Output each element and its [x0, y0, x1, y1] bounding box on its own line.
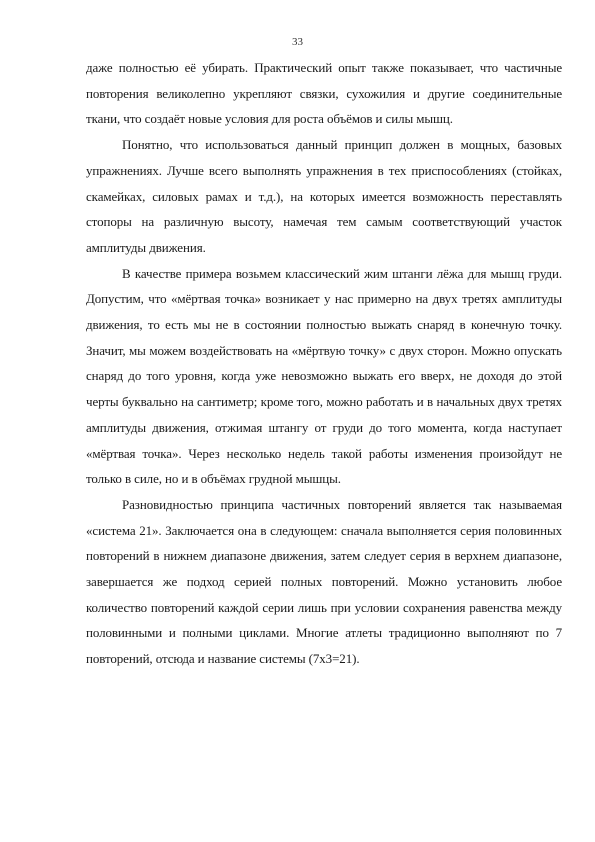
- paragraph-3: В качестве примера возьмем классический жим штанги лёжа для мышц груди. Допустим, что «мёртвая точка» возникает у нас примерно на двух третях амплитуды движения, то есть мы не в состоянии полностью выжать снаряд в конечную точку. Значит, мы можем воздействовать на «мёртвую точку» с двух сторон. Можно опускать снаряд до того уровня, когда уже невозможно выжать его вверх, не доходя до этой черты буквально на сантиметр; кроме того, можно работать и в начальных двух третях амплитуды движения, отжимая штангу от груди до того момента, когда наступает «мёртвая точка». Через несколько недель такой работы изменения произойдут не только в силе, но и в объёмах грудной мышцы.: [86, 265, 562, 487]
- paragraph-4: Разновидностью принципа частичных повторений является так называемая «система 21». Заключается она в следующем: сначала выполняется серия половинных повторений в нижнем диапазоне движения, затем следует серия в верхнем диапазоне, завершается же подход серией полных повторений. Можно установить любое количество повторений каждой серии лишь при условии сохранения равенства между половинными и полными циклами. Многие атлеты традиционно выполняют по 7 повторений, отсюда и название системы (7х3=21).: [86, 496, 562, 667]
- paragraph-1: даже полностью её убирать. Практический опыт также показывает, что частичные повторения великолепно укрепляют связки, сухожилия и другие соединительные ткани, что создаёт новые условия для роста объёмов и силы мышц.: [86, 60, 562, 127]
- page-number: 33: [292, 36, 303, 48]
- paragraph-2: Понятно, что использоваться данный принцип должен в мощных, базовых упражнениях. Лучше всего выполнять упражнения в тех приспособлениях (стойках, скамейках, силовых рамах и т.д.), на которых имеется возможность переставлять стопоры на различную высоту, намечая тем самым соответствующий участок амплитуды движения.: [86, 137, 562, 255]
- body-text: [86, 55, 562, 672]
